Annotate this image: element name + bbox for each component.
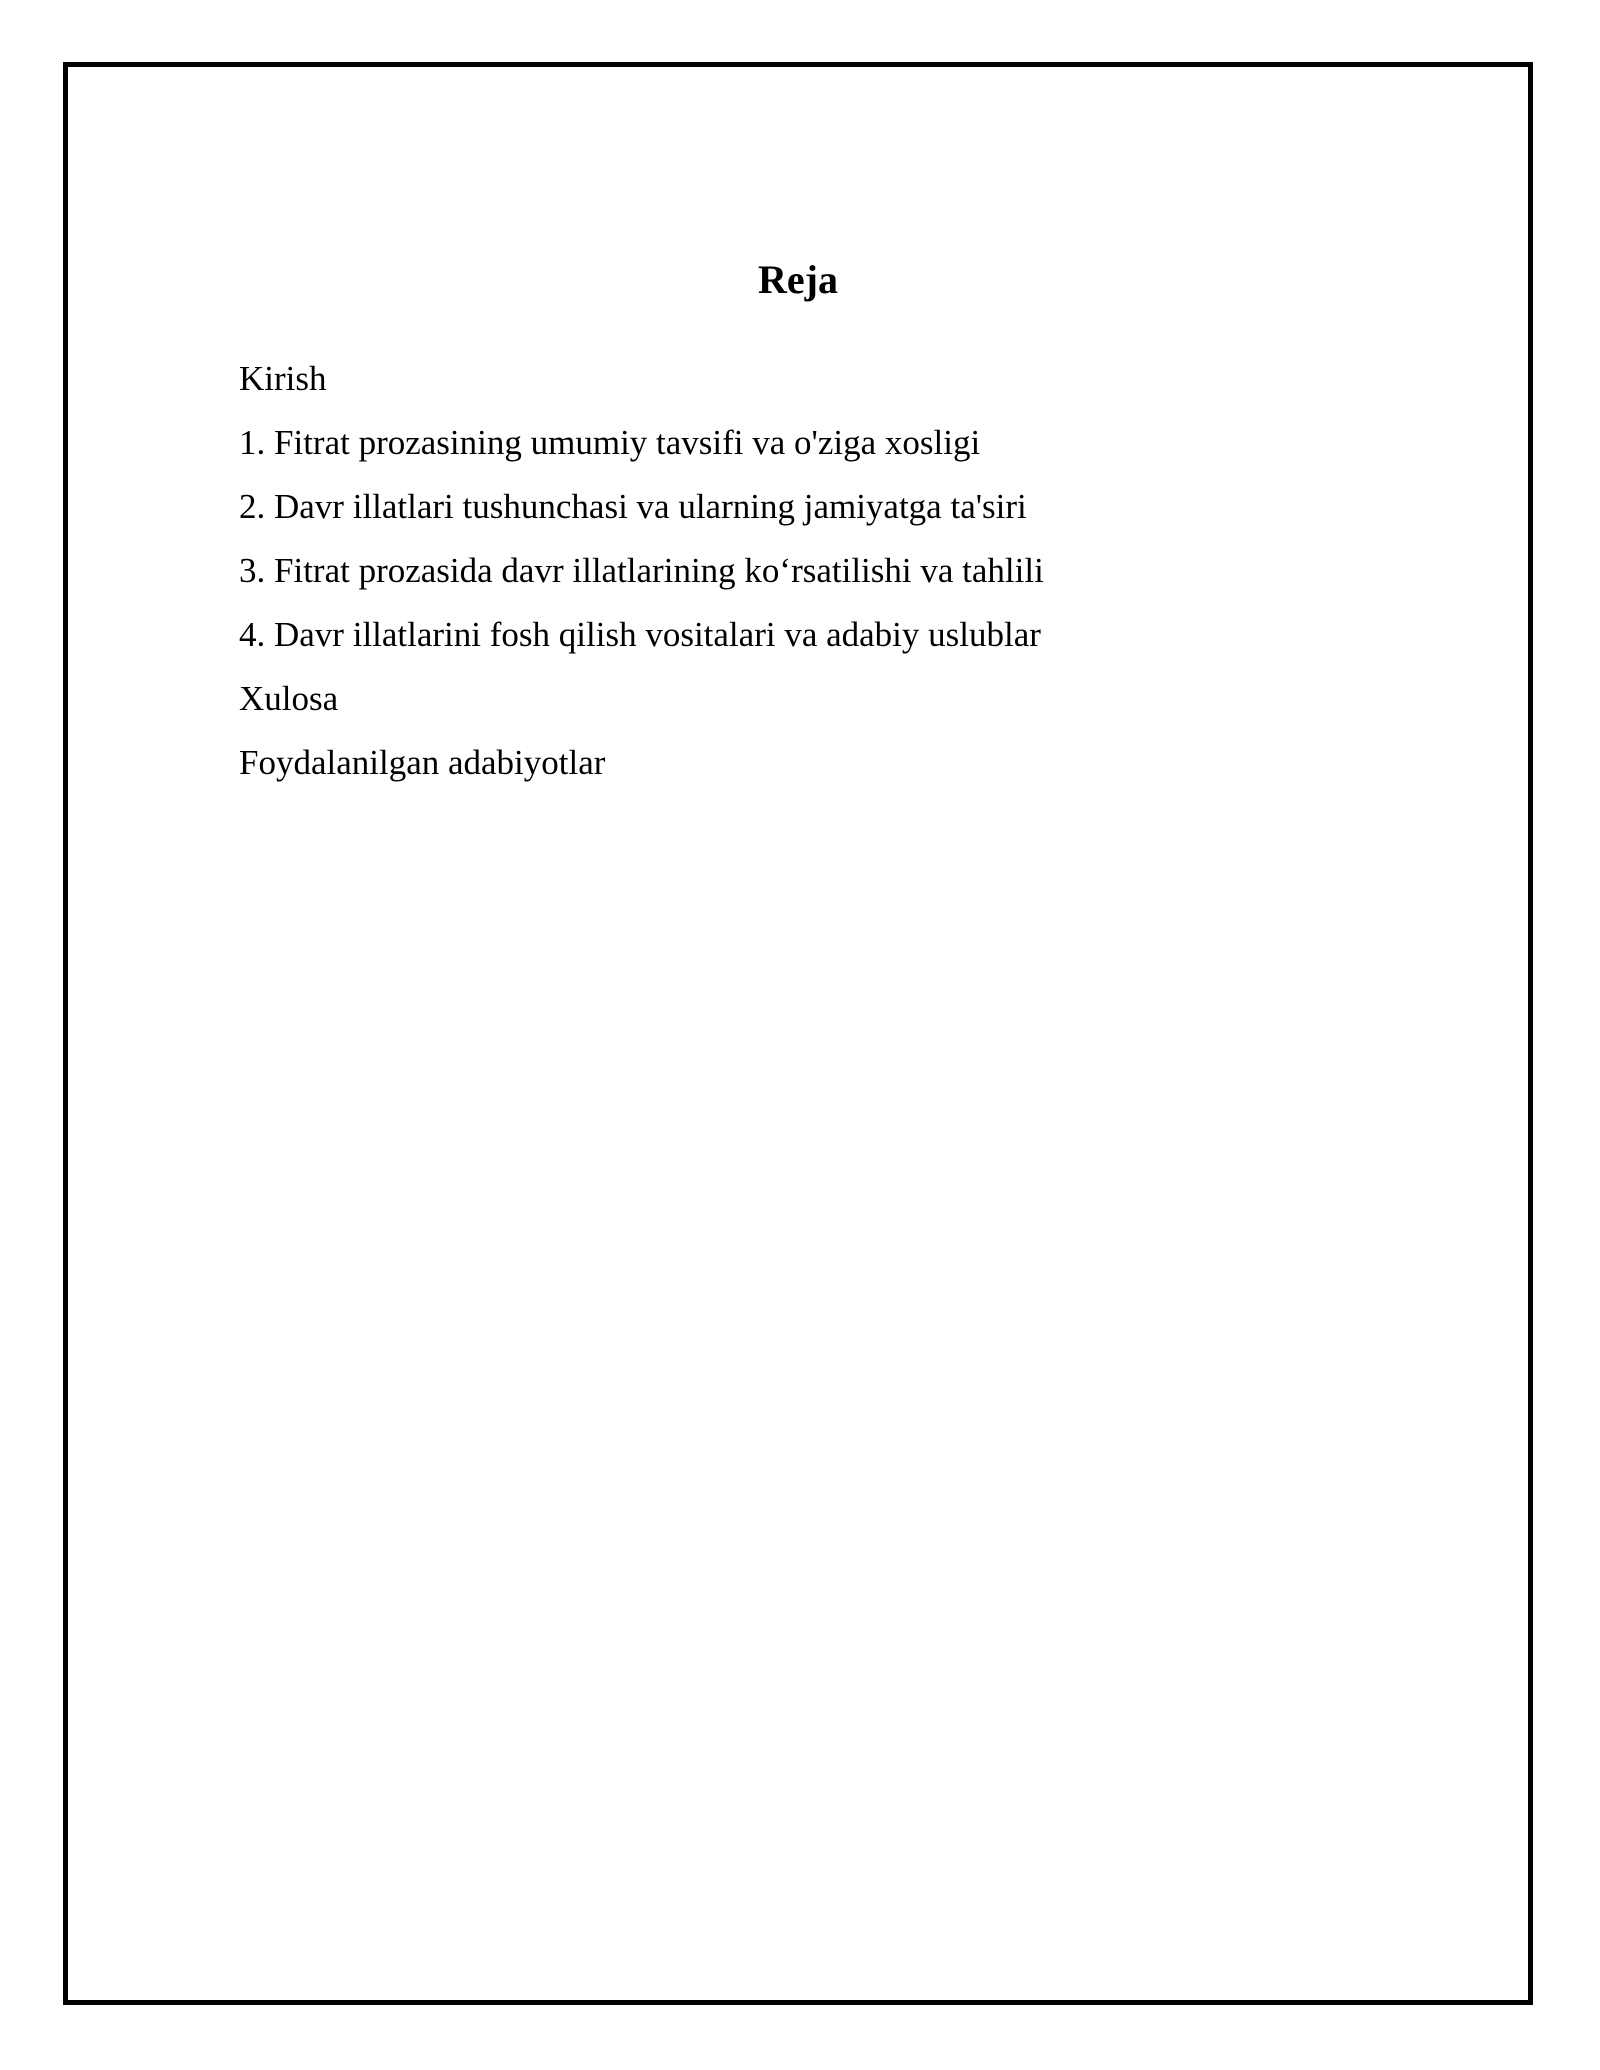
plan-item-4: 4. Davr illatlarini fosh qilish vositalari va adabiy uslublar (239, 615, 1041, 654)
plan-item-2: 2. Davr illatlari tushunchasi va ularning jamiyatga ta'siri (239, 487, 1027, 526)
page-title: Reja (758, 257, 838, 302)
plan-item-3: 3. Fitrat prozasida davr illatlarining ko‘rsatilishi va tahlili (239, 551, 1044, 590)
plan-item-introduction: Kirish (239, 359, 327, 398)
plan-list (239, 347, 1044, 795)
plan-item-conclusion: Xulosa (239, 679, 339, 718)
plan-item-references: Foydalanilgan adabiyotlar (239, 743, 606, 782)
plan-item-1: 1. Fitrat prozasining umumiy tavsifi va o'ziga xosligi (239, 423, 981, 462)
page-border (63, 62, 1533, 2005)
